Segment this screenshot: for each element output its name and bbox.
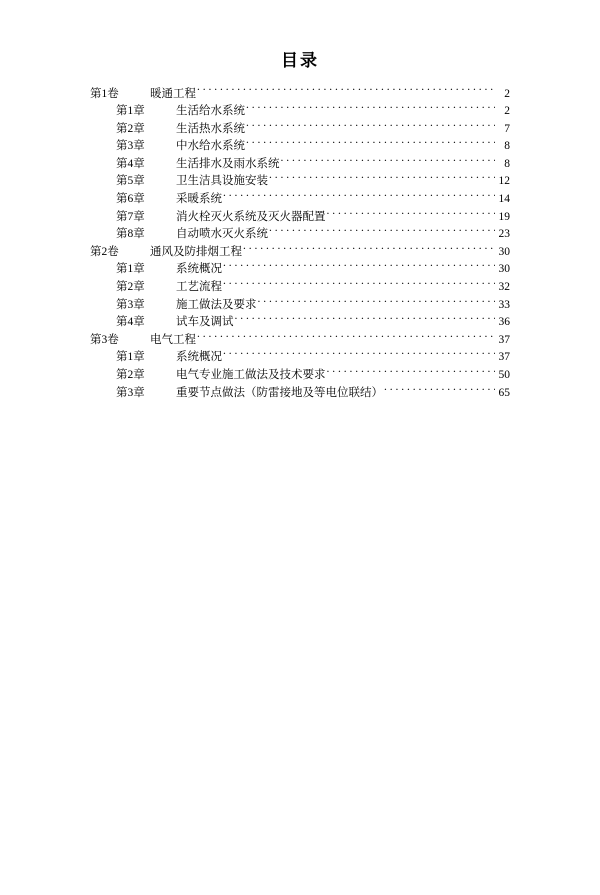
toc-leader-dots <box>235 314 496 326</box>
toc-entry[interactable] <box>90 243 510 261</box>
toc-entry-label: 第4章 <box>116 157 145 170</box>
toc-entry-page: 12 <box>498 175 510 188</box>
toc-leader-dots <box>197 85 495 97</box>
toc-entry-title: 工艺流程 <box>176 281 222 294</box>
toc-entry-page: 37 <box>498 351 510 364</box>
toc-entry-page: 50 <box>498 369 510 381</box>
toc-entry-page: 8 <box>504 140 510 153</box>
toc-entry-page: 8 <box>504 157 510 170</box>
toc-entry-label: 第2章 <box>116 369 145 381</box>
toc-entry[interactable] <box>90 296 510 314</box>
toc-entry-label: 第2章 <box>116 281 145 294</box>
toc-entry[interactable] <box>90 367 510 385</box>
toc-leader-dots <box>269 173 495 185</box>
toc-entry[interactable] <box>90 384 510 402</box>
toc-leader-dots <box>243 243 495 255</box>
toc-entry-label: 第2卷 <box>90 245 119 258</box>
toc-entry[interactable] <box>90 103 510 121</box>
toc-entry-title: 生活排水及雨水系统 <box>176 157 280 170</box>
toc-entry-page: 2 <box>504 105 510 118</box>
toc-entry-label: 第3章 <box>116 140 145 153</box>
toc-entry-title: 电气工程 <box>150 333 196 346</box>
toc-entry[interactable] <box>90 349 510 367</box>
toc-entry-page: 14 <box>498 193 510 206</box>
toc-entry-title: 卫生洁具设施安装 <box>176 175 268 188</box>
toc-leader-dots <box>223 191 495 203</box>
toc-leader-dots <box>223 261 495 273</box>
toc-entry-title: 生活给水系统 <box>176 105 245 118</box>
toc-entry-title: 系统概况 <box>176 351 222 364</box>
toc-entry-label: 第8章 <box>116 228 145 241</box>
table-of-contents <box>90 85 510 402</box>
toc-entry-title: 通风及防排烟工程 <box>150 245 242 258</box>
toc-leader-dots <box>246 103 495 115</box>
toc-entry-title: 施工做法及要求 <box>176 298 257 311</box>
toc-entry[interactable] <box>90 155 510 173</box>
page-title: 目录 <box>281 51 319 70</box>
toc-entry[interactable] <box>90 261 510 279</box>
toc-entry-title: 重要节点做法（防雷接地及等电位联结） <box>176 386 383 399</box>
toc-entry-label: 第1章 <box>116 105 145 118</box>
toc-entry-label: 第1卷 <box>90 87 119 100</box>
toc-entry-title: 消火栓灭火系统及灭火器配置 <box>176 210 326 223</box>
toc-entry-page: 65 <box>498 386 510 399</box>
toc-entry-page: 7 <box>504 122 510 135</box>
toc-entry[interactable] <box>90 138 510 156</box>
toc-entry[interactable] <box>90 85 510 103</box>
toc-entry[interactable] <box>90 208 510 226</box>
toc-entry[interactable] <box>90 314 510 332</box>
toc-leader-dots <box>281 155 496 167</box>
toc-entry-title: 中水给水系统 <box>176 140 245 153</box>
toc-entry-label: 第3章 <box>116 386 145 399</box>
toc-entry-page: 19 <box>498 210 510 223</box>
toc-entry-page: 37 <box>498 333 510 346</box>
toc-entry-label: 第4章 <box>116 316 145 329</box>
toc-entry-title: 电气专业施工做法及技术要求 <box>176 369 326 381</box>
toc-entry-page: 32 <box>498 281 510 294</box>
toc-leader-dots <box>223 349 495 361</box>
toc-entry[interactable] <box>90 279 510 297</box>
toc-entry-label: 第3卷 <box>90 333 119 346</box>
toc-leader-dots <box>197 331 495 343</box>
toc-entry-title: 暖通工程 <box>150 87 196 100</box>
toc-leader-dots <box>246 120 495 132</box>
toc-leader-dots <box>327 367 496 379</box>
toc-entry-label: 第6章 <box>116 193 145 206</box>
toc-entry[interactable] <box>90 331 510 349</box>
toc-entry-label: 第1章 <box>116 263 145 276</box>
toc-entry-label: 第7章 <box>116 210 145 223</box>
toc-entry[interactable] <box>90 173 510 191</box>
toc-entry-page: 23 <box>498 228 510 241</box>
document-page <box>0 46 600 895</box>
toc-entry-label: 第1章 <box>116 351 145 364</box>
toc-entry-title: 试车及调试 <box>176 316 234 329</box>
toc-entry[interactable] <box>90 191 510 209</box>
toc-entry-page: 30 <box>498 263 510 276</box>
toc-leader-dots <box>246 138 495 150</box>
toc-entry-label: 第5章 <box>116 175 145 188</box>
toc-entry-page: 30 <box>498 245 510 258</box>
toc-entry-page: 2 <box>504 87 510 100</box>
toc-leader-dots <box>269 226 495 238</box>
toc-entry[interactable] <box>90 120 510 138</box>
toc-entry-label: 第3章 <box>116 298 145 311</box>
toc-entry-label: 第2章 <box>116 122 145 135</box>
toc-leader-dots <box>384 384 495 396</box>
toc-entry-page: 36 <box>498 316 510 329</box>
toc-leader-dots <box>258 296 496 308</box>
toc-entry-title: 自动喷水灭火系统 <box>176 228 268 241</box>
toc-entry-title: 系统概况 <box>176 263 222 276</box>
toc-leader-dots <box>223 279 495 291</box>
toc-entry-title: 生活热水系统 <box>176 122 245 135</box>
toc-entry-page: 33 <box>498 298 510 311</box>
toc-entry-title: 采暖系统 <box>176 193 222 206</box>
toc-entry[interactable] <box>90 226 510 244</box>
toc-leader-dots <box>327 208 496 220</box>
